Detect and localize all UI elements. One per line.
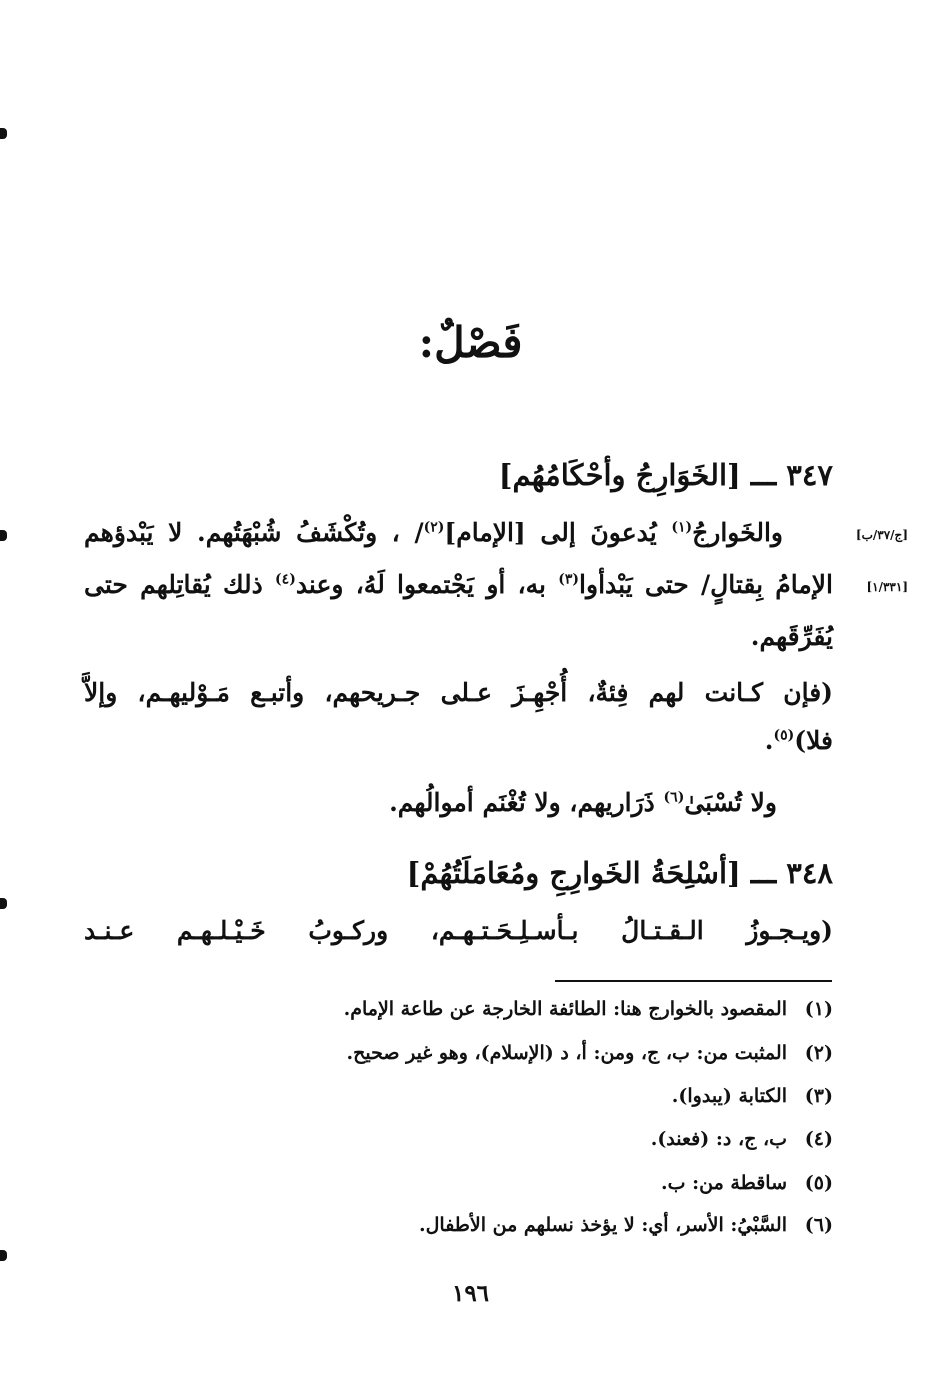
footnote-ref: (٥): [773, 727, 795, 744]
heading-348: [407, 856, 833, 890]
footnote-ref: (٦): [663, 789, 685, 806]
footnote-text: ب، ج، د: (فعند).: [650, 1128, 787, 1150]
footnote-text: المثبت من: ب، ج، ومن: أ، د (الإسلام)، وهو غير صحيح.: [346, 1042, 787, 1064]
heading-title: [الخَوَارِجُ وأحْكَامُهُم]: [498, 458, 741, 492]
paragraph-line: ولا تُسْبَىٰ$^{(٦)}$ ذَرَاريهم، ولا تُغْنَم أموالُهم.: [389, 788, 777, 817]
footnote-text: ساقطة من: ب.: [661, 1172, 787, 1194]
paragraph-line: يُفَرِّقَهم.: [750, 622, 833, 651]
footnote-ref: (٣): [558, 571, 580, 588]
footnote-number: (٥): [804, 1172, 833, 1194]
scan-edge-mark: [0, 898, 7, 909]
footnote: [661, 1172, 833, 1194]
heading-347: [499, 458, 833, 492]
paragraph-line: الإمامُ بِقتالٍ/ حتى يَبْدأوا$^{(٣)}$ به، أو يَجْتمعوا لَهُ، وعند$^{(٤)}$ ذلك يُقاتِلهم حتى: [84, 570, 833, 599]
margin-note-volume-ref: [١/٣٣١]: [866, 580, 908, 594]
footnote-number: (٣): [804, 1085, 833, 1107]
footnote: [651, 1128, 833, 1150]
paragraph-line: والخَوارجُ$^{(١)}$ يُدعونَ إلى [الإمام]$^{(٢)}$/ ، وتُكْشَفُ شُبْهَتُهم. لا يَبْدؤهم: [84, 518, 783, 547]
paragraph-line: (ويـجـوزُ الـقـتـالُ بـأسـلِـحَـتـهـم، وركـوبُ خَـيْـلـهـم عـنـد: [84, 916, 833, 945]
heading-title: [أسْلِحَةُ الخَوارِجِ ومُعَامَلَتُهُمْ]: [406, 856, 741, 890]
section-title: فَصْلٌ:: [418, 318, 523, 367]
footnote-ref: (٤): [275, 571, 296, 588]
heading-dash: ـــ: [750, 458, 777, 492]
footnote-separator: [555, 980, 832, 982]
footnote-text: السَّبْيُ: الأسر، أي: لا يؤخذ نسلهم من الأطفال.: [418, 1214, 787, 1236]
footnote-number: (١): [804, 998, 833, 1020]
footnote: [344, 998, 833, 1020]
footnote: [346, 1042, 833, 1064]
paragraph-line: (فإن كـانت لهم فِئةٌ، أُجْهِـزَ عـلى جـريحهم، وأتبـع مَـوْليهـم، وإلاَّ: [84, 678, 833, 707]
footnote-text: الكتابة (يبدوا).: [671, 1085, 787, 1107]
heading-number: ٣٤٧: [786, 458, 833, 492]
footnote-number: (٦): [804, 1214, 833, 1236]
scan-edge-mark: [0, 530, 7, 541]
footnote-text: المقصود بالخوارج هنا: الطائفة الخارجة عن طاعة الإمام.: [343, 998, 787, 1020]
heading-dash: ـــ: [750, 856, 777, 890]
scan-edge-mark: [0, 128, 7, 139]
paragraph-line: فلا)$^{(٥)}$.: [764, 726, 833, 755]
heading-number: ٣٤٨: [786, 856, 833, 890]
footnote-ref: (٢): [423, 519, 445, 536]
footnote-number: (٤): [804, 1128, 833, 1150]
footnote-number: (٢): [804, 1042, 833, 1064]
footnote: [419, 1214, 833, 1236]
page-number: ١٩٦: [451, 1280, 490, 1307]
scan-edge-mark: [0, 1250, 7, 1261]
margin-note-manuscript-ref: [ج/٣٧/ب]: [855, 528, 908, 542]
footnote: [672, 1085, 833, 1107]
footnote-ref: (١): [671, 519, 693, 536]
